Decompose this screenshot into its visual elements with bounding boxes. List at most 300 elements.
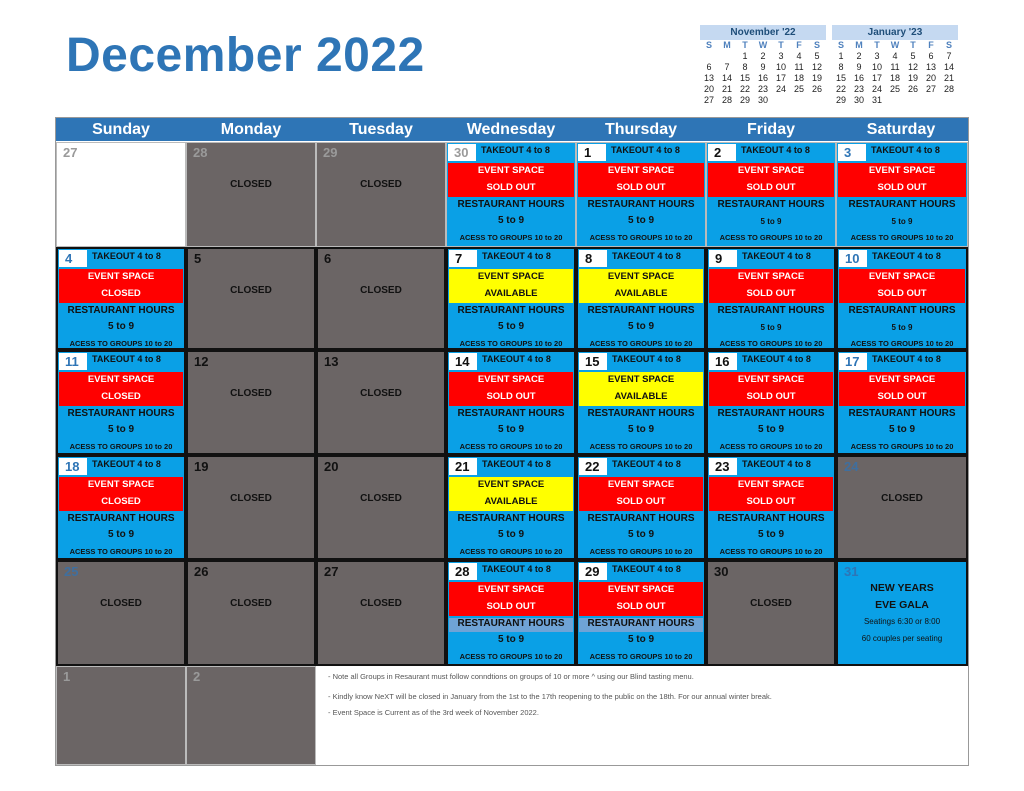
mini-calendar-title: November '22 xyxy=(700,25,826,40)
day-cell[interactable] xyxy=(576,455,706,560)
event-status-label: SOLD OUT xyxy=(746,182,796,193)
mini-calendar-day xyxy=(772,95,790,106)
closed-label: CLOSED xyxy=(881,493,923,504)
day-cell[interactable] xyxy=(446,247,576,350)
day-number: 10 xyxy=(839,250,867,267)
gala-line2: EVE GALA xyxy=(875,599,929,611)
restaurant-hours-value: 5 to 9 xyxy=(627,529,655,540)
mini-calendar-day: 6 xyxy=(928,51,934,61)
restaurant-hours-value: 5 to 9 xyxy=(107,321,135,332)
day-cell[interactable] xyxy=(186,455,316,560)
day-number: 16 xyxy=(709,353,737,370)
day-cell[interactable] xyxy=(446,560,576,666)
day-cell[interactable] xyxy=(56,247,186,350)
mini-calendar-day: 27 xyxy=(703,95,714,105)
day-number: 8 xyxy=(579,250,607,267)
mini-calendar-day: 18 xyxy=(793,73,804,83)
mini-calendar-dow: S xyxy=(945,40,952,50)
mini-calendar-day: 12 xyxy=(811,62,822,72)
event-status-label: SOLD OUT xyxy=(877,391,927,402)
restaurant-hours-label: RESTAURANT HOURS xyxy=(587,199,695,210)
day-cell[interactable] xyxy=(186,247,316,350)
event-status-label: AVAILABLE xyxy=(484,496,538,507)
takeout-label: TAKEOUT 4 to 8 xyxy=(612,251,681,261)
restaurant-hours-value: 5 to 9 xyxy=(107,529,135,540)
restaurant-hours-value: 5 to 9 xyxy=(627,424,655,435)
restaurant-hours-label: RESTAURANT HOURS xyxy=(587,305,695,316)
mini-calendar-day: 14 xyxy=(943,62,954,72)
groups-access-label: ACESS TO GROUPS 10 to 20 xyxy=(719,547,823,556)
takeout-label: TAKEOUT 4 to 8 xyxy=(742,459,811,469)
day-number: 24 xyxy=(844,459,859,474)
day-cell[interactable] xyxy=(836,560,968,666)
restaurant-hours-value: 5 to 9 xyxy=(497,321,525,332)
day-number: 19 xyxy=(194,459,209,474)
day-cell[interactable] xyxy=(56,350,186,455)
mini-calendar-day: 20 xyxy=(925,73,936,83)
mini-calendar-week xyxy=(700,51,826,62)
mini-calendar-day: 29 xyxy=(835,95,846,105)
day-number: 3 xyxy=(838,144,866,161)
mini-calendar-day xyxy=(940,95,958,106)
takeout-label: TAKEOUT 4 to 8 xyxy=(741,145,810,155)
groups-access-label: ACESS TO GROUPS 10 to 20 xyxy=(459,652,563,661)
day-number: 29 xyxy=(323,145,338,160)
day-cell[interactable] xyxy=(56,666,186,765)
event-space-label: EVENT SPACE xyxy=(477,165,545,176)
day-cell[interactable] xyxy=(186,142,316,247)
mini-calendar-day: 13 xyxy=(703,73,714,83)
groups-access-label: ACESS TO GROUPS 10 to 20 xyxy=(589,652,693,661)
mini-calendar-dow: T xyxy=(742,40,748,50)
event-space-status xyxy=(578,163,704,197)
day-cell[interactable] xyxy=(316,560,446,666)
event-space-label: EVENT SPACE xyxy=(607,374,675,385)
mini-calendar-dow: T xyxy=(910,40,916,50)
day-cell[interactable] xyxy=(706,560,836,666)
event-space-status xyxy=(708,163,834,197)
restaurant-hours-value: 5 to 9 xyxy=(627,321,655,332)
day-number: 9 xyxy=(709,250,737,267)
day-cell[interactable] xyxy=(576,142,706,247)
weekday-monday: Monday xyxy=(220,121,282,138)
gala-line3: Seatings 6:30 or 8:00 xyxy=(863,617,941,626)
mini-calendar-day: 3 xyxy=(778,51,784,61)
mini-calendar-day: 14 xyxy=(721,73,732,83)
groups-access-label: ACESS TO GROUPS 10 to 20 xyxy=(69,339,173,348)
event-status-label: SOLD OUT xyxy=(877,288,927,299)
mini-calendar-day: 15 xyxy=(835,73,846,83)
mini-calendar-day xyxy=(922,95,940,106)
restaurant-hours-label: RESTAURANT HOURS xyxy=(717,408,825,419)
mini-calendar-day: 30 xyxy=(853,95,864,105)
mini-calendar-day: 17 xyxy=(871,73,882,83)
closed-label: CLOSED xyxy=(360,493,402,504)
day-cell[interactable] xyxy=(706,455,836,560)
day-cell[interactable] xyxy=(836,455,968,560)
mini-calendar-day: 20 xyxy=(703,84,714,94)
event-status-label: SOLD OUT xyxy=(746,288,796,299)
page-title: December 2022 xyxy=(66,29,425,82)
restaurant-hours-label: RESTAURANT HOURS xyxy=(717,199,825,210)
event-status-label: SOLD OUT xyxy=(746,496,796,507)
mini-calendar-day xyxy=(790,95,808,106)
mini-calendar-week xyxy=(832,51,958,62)
mini-calendar-dow: F xyxy=(796,40,802,50)
restaurant-hours-label: RESTAURANT HOURS xyxy=(587,618,695,629)
restaurant-hours-value: 5 to 9 xyxy=(627,215,655,226)
restaurant-hours-label: RESTAURANT HOURS xyxy=(587,408,695,419)
groups-access-label: ACESS TO GROUPS 10 to 20 xyxy=(719,442,823,451)
takeout-label: TAKEOUT 4 to 8 xyxy=(481,145,550,155)
day-number: 27 xyxy=(63,145,78,160)
mini-calendar-day: 24 xyxy=(775,84,786,94)
event-space-label: EVENT SPACE xyxy=(607,584,675,595)
note-line: - Event Space is Current as of the 3rd week of November 2022. xyxy=(328,708,539,717)
day-cell[interactable] xyxy=(576,350,706,455)
takeout-label: TAKEOUT 4 to 8 xyxy=(872,354,941,364)
day-number: 22 xyxy=(579,458,607,475)
groups-access-label: ACESS TO GROUPS 10 to 20 xyxy=(719,339,823,348)
groups-access-label: ACESS TO GROUPS 10 to 20 xyxy=(589,233,693,242)
takeout-label: TAKEOUT 4 to 8 xyxy=(611,145,680,155)
mini-calendar-day xyxy=(700,51,718,62)
note-line: - Note all Groups in Resaurant must follow conndtions on groups of 10 or more ^ using our Blind tasting menu. xyxy=(328,672,694,681)
restaurant-hours-label: RESTAURANT HOURS xyxy=(848,408,956,419)
day-cell[interactable] xyxy=(446,142,576,247)
event-status-label: SOLD OUT xyxy=(616,182,666,193)
mini-calendar-day: 28 xyxy=(943,84,954,94)
day-cell[interactable] xyxy=(706,247,836,350)
event-space-label: EVENT SPACE xyxy=(477,584,545,595)
takeout-label: TAKEOUT 4 to 8 xyxy=(612,354,681,364)
event-space-label: EVENT SPACE xyxy=(868,165,936,176)
mini-calendar-day: 19 xyxy=(811,73,822,83)
day-cell[interactable] xyxy=(56,142,186,247)
day-cell[interactable] xyxy=(836,247,968,350)
weekday-sunday: Sunday xyxy=(92,121,150,138)
mini-calendar-day: 5 xyxy=(910,51,916,61)
event-space-status xyxy=(449,582,573,616)
day-number: 18 xyxy=(59,458,87,475)
mini-calendar-day: 16 xyxy=(757,73,768,83)
day-cell[interactable] xyxy=(836,350,968,455)
day-cell[interactable] xyxy=(56,455,186,560)
mini-calendar-week xyxy=(832,84,958,95)
mini-calendar-day: 29 xyxy=(739,95,750,105)
mini-calendar-week xyxy=(832,95,958,106)
day-number: 1 xyxy=(63,669,71,684)
event-space-status xyxy=(59,269,183,303)
mini-calendar-dow: S xyxy=(813,40,820,50)
restaurant-hours-label: RESTAURANT HOURS xyxy=(848,199,956,210)
day-cell[interactable] xyxy=(446,455,576,560)
closed-label: CLOSED xyxy=(100,598,142,609)
event-status-label: AVAILABLE xyxy=(484,288,538,299)
mini-calendar-day: 27 xyxy=(925,84,936,94)
event-space-label: EVENT SPACE xyxy=(607,165,675,176)
day-number: 2 xyxy=(193,669,201,684)
day-number: 4 xyxy=(59,250,87,267)
mini-calendar-week xyxy=(700,84,826,95)
gala-line1: NEW YEARS xyxy=(870,582,934,594)
event-space-label: EVENT SPACE xyxy=(87,479,155,490)
mini-calendar-week xyxy=(700,62,826,73)
event-space-status xyxy=(709,477,833,511)
closed-label: CLOSED xyxy=(230,179,272,190)
event-space-status xyxy=(59,477,183,511)
day-cell[interactable] xyxy=(316,247,446,350)
event-status-label: SOLD OUT xyxy=(877,182,927,193)
day-number: 26 xyxy=(194,564,209,579)
restaurant-hours-label: RESTAURANT HOURS xyxy=(587,513,695,524)
restaurant-hours-label: RESTAURANT HOURS xyxy=(457,305,565,316)
day-number: 13 xyxy=(324,354,339,369)
mini-calendar-dow: M xyxy=(855,40,863,50)
takeout-label: TAKEOUT 4 to 8 xyxy=(871,145,940,155)
event-space-label: EVENT SPACE xyxy=(607,479,675,490)
groups-access-label: ACESS TO GROUPS 10 to 20 xyxy=(850,442,954,451)
day-cell[interactable] xyxy=(56,560,186,666)
mini-calendar-day: 1 xyxy=(838,51,844,61)
event-space-label: EVENT SPACE xyxy=(868,374,936,385)
restaurant-hours-label: RESTAURANT HOURS xyxy=(717,513,825,524)
day-number: 30 xyxy=(714,564,729,579)
day-cell[interactable] xyxy=(706,350,836,455)
day-cell[interactable] xyxy=(706,142,836,247)
day-number: 23 xyxy=(709,458,737,475)
closed-label: CLOSED xyxy=(360,285,402,296)
mini-calendar-day: 6 xyxy=(706,62,712,72)
event-status-label: SOLD OUT xyxy=(616,601,666,612)
takeout-label: TAKEOUT 4 to 8 xyxy=(612,564,681,574)
mini-calendar-day: 3 xyxy=(874,51,880,61)
mini-calendar-day: 26 xyxy=(907,84,918,94)
restaurant-hours-value: 5 to 9 xyxy=(760,323,782,332)
day-cell[interactable] xyxy=(186,350,316,455)
day-number: 30 xyxy=(448,144,476,161)
day-cell[interactable] xyxy=(316,455,446,560)
mini-calendar-day: 1 xyxy=(742,51,748,61)
event-space-status xyxy=(709,269,833,303)
mini-calendar-day: 9 xyxy=(760,62,766,72)
event-space-label: EVENT SPACE xyxy=(737,165,805,176)
mini-calendar-day: 8 xyxy=(838,62,844,72)
day-number: 20 xyxy=(324,459,339,474)
takeout-label: TAKEOUT 4 to 8 xyxy=(92,251,161,261)
restaurant-hours-value: 5 to 9 xyxy=(627,634,655,645)
mini-calendar-day xyxy=(886,95,904,106)
closed-label: CLOSED xyxy=(230,388,272,399)
mini-calendar-day: 28 xyxy=(721,95,732,105)
mini-calendar-day: 16 xyxy=(853,73,864,83)
day-number: 2 xyxy=(708,144,736,161)
event-space-status xyxy=(579,269,703,303)
mini-calendar-day: 17 xyxy=(775,73,786,83)
mini-calendar-november xyxy=(700,25,826,106)
event-space-status xyxy=(839,269,965,303)
mini-calendar-dow: S xyxy=(705,40,712,50)
restaurant-hours-label: RESTAURANT HOURS xyxy=(457,618,565,629)
mini-calendar-day: 2 xyxy=(856,51,862,61)
restaurant-hours-value: 5 to 9 xyxy=(107,424,135,435)
mini-calendar-day: 7 xyxy=(946,51,952,61)
mini-calendar-day: 19 xyxy=(907,73,918,83)
mini-calendar-dow: T xyxy=(874,40,880,50)
mini-calendar-day: 12 xyxy=(907,62,918,72)
mini-calendar-day: 7 xyxy=(724,62,730,72)
weekday-header xyxy=(56,118,968,141)
event-status-label: CLOSED xyxy=(101,496,141,507)
mini-calendar-day: 25 xyxy=(793,84,804,94)
event-space-label: EVENT SPACE xyxy=(737,374,805,385)
mini-calendar-day: 26 xyxy=(811,84,822,94)
takeout-label: TAKEOUT 4 to 8 xyxy=(872,251,941,261)
restaurant-hours-value: 5 to 9 xyxy=(888,424,916,435)
groups-access-label: ACESS TO GROUPS 10 to 20 xyxy=(69,547,173,556)
event-space-status xyxy=(59,372,183,406)
mini-calendar-day xyxy=(718,51,736,62)
mini-calendar-week xyxy=(700,95,826,106)
takeout-label: TAKEOUT 4 to 8 xyxy=(92,354,161,364)
note-line: - Kindly know NeXT will be closed in January from the 1st to the 17th reopening to the public on the 18th. For our annual winter break. xyxy=(328,692,772,701)
day-number: 14 xyxy=(449,353,477,370)
event-space-label: EVENT SPACE xyxy=(477,271,545,282)
event-status-label: CLOSED xyxy=(101,391,141,402)
mini-calendar-dow-row xyxy=(832,40,958,51)
restaurant-hours-value: 5 to 9 xyxy=(891,323,913,332)
mini-calendar-january xyxy=(832,25,958,106)
mini-calendar-dow: W xyxy=(758,40,768,50)
event-status-label: AVAILABLE xyxy=(614,288,668,299)
event-space-status xyxy=(839,372,965,406)
gala-line4: 60 couples per seating xyxy=(861,634,943,643)
event-space-status xyxy=(709,372,833,406)
day-number: 11 xyxy=(59,353,87,370)
weekday-thursday: Thursday xyxy=(604,121,677,138)
mini-calendar-week xyxy=(832,62,958,73)
takeout-label: TAKEOUT 4 to 8 xyxy=(482,354,551,364)
takeout-label: TAKEOUT 4 to 8 xyxy=(482,564,551,574)
restaurant-hours-label: RESTAURANT HOURS xyxy=(67,305,175,316)
groups-access-label: ACESS TO GROUPS 10 to 20 xyxy=(459,233,563,242)
event-space-label: EVENT SPACE xyxy=(607,271,675,282)
groups-access-label: ACESS TO GROUPS 10 to 20 xyxy=(589,339,693,348)
day-cell[interactable] xyxy=(316,142,446,247)
event-status-label: SOLD OUT xyxy=(746,391,796,402)
day-number: 15 xyxy=(579,353,607,370)
closed-label: CLOSED xyxy=(750,598,792,609)
day-cell[interactable] xyxy=(316,350,446,455)
mini-calendar-day: 23 xyxy=(757,84,768,94)
day-number: 29 xyxy=(579,563,607,580)
closed-label: CLOSED xyxy=(230,598,272,609)
day-cell[interactable] xyxy=(836,142,968,247)
restaurant-hours-value: 5 to 9 xyxy=(757,529,785,540)
event-space-label: EVENT SPACE xyxy=(477,374,545,385)
day-number: 31 xyxy=(844,564,859,579)
mini-calendar-day: 23 xyxy=(853,84,864,94)
takeout-label: TAKEOUT 4 to 8 xyxy=(742,354,811,364)
event-status-label: AVAILABLE xyxy=(614,391,668,402)
mini-calendar-day: 9 xyxy=(856,62,862,72)
closed-label: CLOSED xyxy=(230,285,272,296)
mini-calendar-day: 21 xyxy=(943,73,954,83)
mini-calendar-dow-row xyxy=(700,40,826,51)
event-space-label: EVENT SPACE xyxy=(868,271,936,282)
takeout-label: TAKEOUT 4 to 8 xyxy=(742,251,811,261)
closed-label: CLOSED xyxy=(360,598,402,609)
mini-calendar-day: 11 xyxy=(890,62,900,72)
restaurant-hours-label: RESTAURANT HOURS xyxy=(67,513,175,524)
restaurant-hours-value: 5 to 9 xyxy=(757,424,785,435)
restaurant-hours-label: RESTAURANT HOURS xyxy=(457,199,565,210)
event-space-status xyxy=(579,477,703,511)
day-cell[interactable] xyxy=(186,560,316,666)
groups-access-label: ACESS TO GROUPS 10 to 20 xyxy=(589,547,693,556)
day-cell[interactable] xyxy=(576,560,706,666)
takeout-label: TAKEOUT 4 to 8 xyxy=(482,251,551,261)
restaurant-hours-value: 5 to 9 xyxy=(497,424,525,435)
mini-calendar-day: 4 xyxy=(892,51,898,61)
mini-calendar-day xyxy=(904,95,922,106)
event-space-status xyxy=(449,477,573,511)
closed-label: CLOSED xyxy=(360,388,402,399)
groups-access-label: ACESS TO GROUPS 10 to 20 xyxy=(459,339,563,348)
day-number: 5 xyxy=(194,251,202,266)
notes-panel xyxy=(316,666,966,763)
event-status-label: SOLD OUT xyxy=(486,391,536,402)
event-space-label: EVENT SPACE xyxy=(737,479,805,490)
mini-calendar-day: 30 xyxy=(757,95,768,105)
mini-calendar-dow: T xyxy=(778,40,784,50)
groups-access-label: ACESS TO GROUPS 10 to 20 xyxy=(459,442,563,451)
restaurant-hours-label: RESTAURANT HOURS xyxy=(457,408,565,419)
restaurant-hours-value: 5 to 9 xyxy=(891,217,913,226)
restaurant-hours-label: RESTAURANT HOURS xyxy=(457,513,565,524)
groups-access-label: ACESS TO GROUPS 10 to 20 xyxy=(850,339,954,348)
day-cell[interactable] xyxy=(576,247,706,350)
restaurant-hours-value: 5 to 9 xyxy=(497,529,525,540)
mini-calendar-day xyxy=(808,95,826,106)
restaurant-hours-value: 5 to 9 xyxy=(497,215,525,226)
day-cell[interactable] xyxy=(186,666,316,765)
weekday-saturday: Saturday xyxy=(866,121,936,138)
groups-access-label: ACESS TO GROUPS 10 to 20 xyxy=(589,442,693,451)
mini-calendar-day: 10 xyxy=(871,62,882,72)
mini-calendar-day: 11 xyxy=(794,62,804,72)
month-calendar-grid xyxy=(55,117,969,766)
restaurant-hours-value: 5 to 9 xyxy=(760,217,782,226)
takeout-label: TAKEOUT 4 to 8 xyxy=(482,459,551,469)
takeout-label: TAKEOUT 4 to 8 xyxy=(612,459,681,469)
mini-calendar-title: January '23 xyxy=(832,25,958,40)
event-status-label: SOLD OUT xyxy=(486,601,536,612)
groups-access-label: ACESS TO GROUPS 10 to 20 xyxy=(459,547,563,556)
mini-calendar-dow: W xyxy=(890,40,900,50)
event-status-label: CLOSED xyxy=(101,288,141,299)
groups-access-label: ACESS TO GROUPS 10 to 20 xyxy=(69,442,173,451)
mini-calendar-dow: S xyxy=(837,40,844,50)
day-number: 27 xyxy=(324,564,339,579)
day-number: 28 xyxy=(193,145,208,160)
day-cell[interactable] xyxy=(446,350,576,455)
event-space-status xyxy=(838,163,966,197)
mini-calendar-day: 15 xyxy=(739,73,750,83)
day-number: 17 xyxy=(839,353,867,370)
event-status-label: SOLD OUT xyxy=(616,496,666,507)
closed-label: CLOSED xyxy=(360,179,402,190)
